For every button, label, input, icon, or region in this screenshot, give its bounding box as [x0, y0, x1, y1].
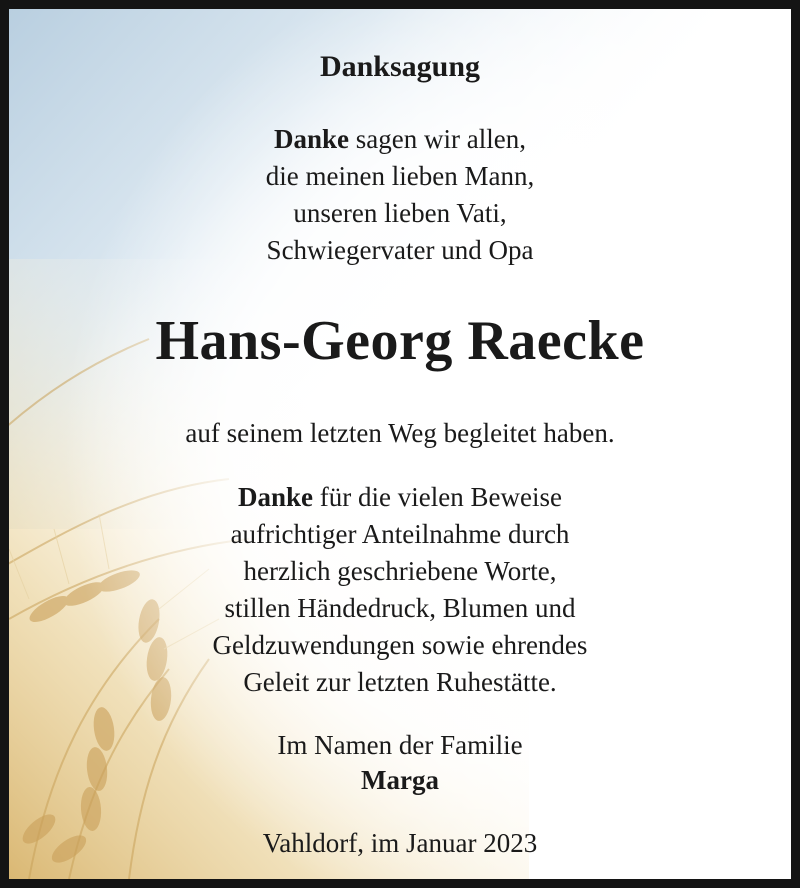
deceased-name: Hans-Georg Raecke — [155, 310, 645, 372]
thanks-line-6: Geleit zur letzten Ruhestätte. — [243, 667, 557, 697]
thanks-bold-lead: Danke — [238, 482, 314, 512]
signature-name-text: Marga — [361, 765, 439, 795]
intro-line-1 — [9, 123, 791, 155]
thanks-line-1-rest: für die vielen Beweise — [313, 482, 562, 512]
thanks-line-5: Geldzuwendungen sowie ehrendes — [212, 630, 588, 660]
signature-name — [9, 764, 791, 796]
place-date: Vahldorf, im Januar 2023 — [262, 828, 538, 858]
intro-line-1-rest: sagen wir allen, — [349, 124, 526, 154]
intro-line-3: unseren lieben Vati, — [293, 198, 507, 228]
intro-bold-lead: Danke — [274, 124, 350, 154]
thanks-line-4: stillen Händedruck, Blumen und — [224, 593, 576, 623]
notice-text — [9, 9, 791, 879]
thanks-line-3: herzlich geschriebene Worte, — [243, 556, 557, 586]
heading: Danksagung — [319, 50, 481, 83]
intro-line-4: Schwiegervater und Opa — [266, 235, 534, 265]
thanks-line-1 — [9, 481, 791, 513]
intro-line-2: die meinen lieben Mann, — [265, 161, 535, 191]
signature-line-1: Im Namen der Familie — [277, 730, 523, 760]
thanks-line-2: aufrichtiger Anteilnahme durch — [230, 519, 570, 549]
after-name-line: auf seinem letzten Weg begleitet haben. — [185, 418, 615, 448]
